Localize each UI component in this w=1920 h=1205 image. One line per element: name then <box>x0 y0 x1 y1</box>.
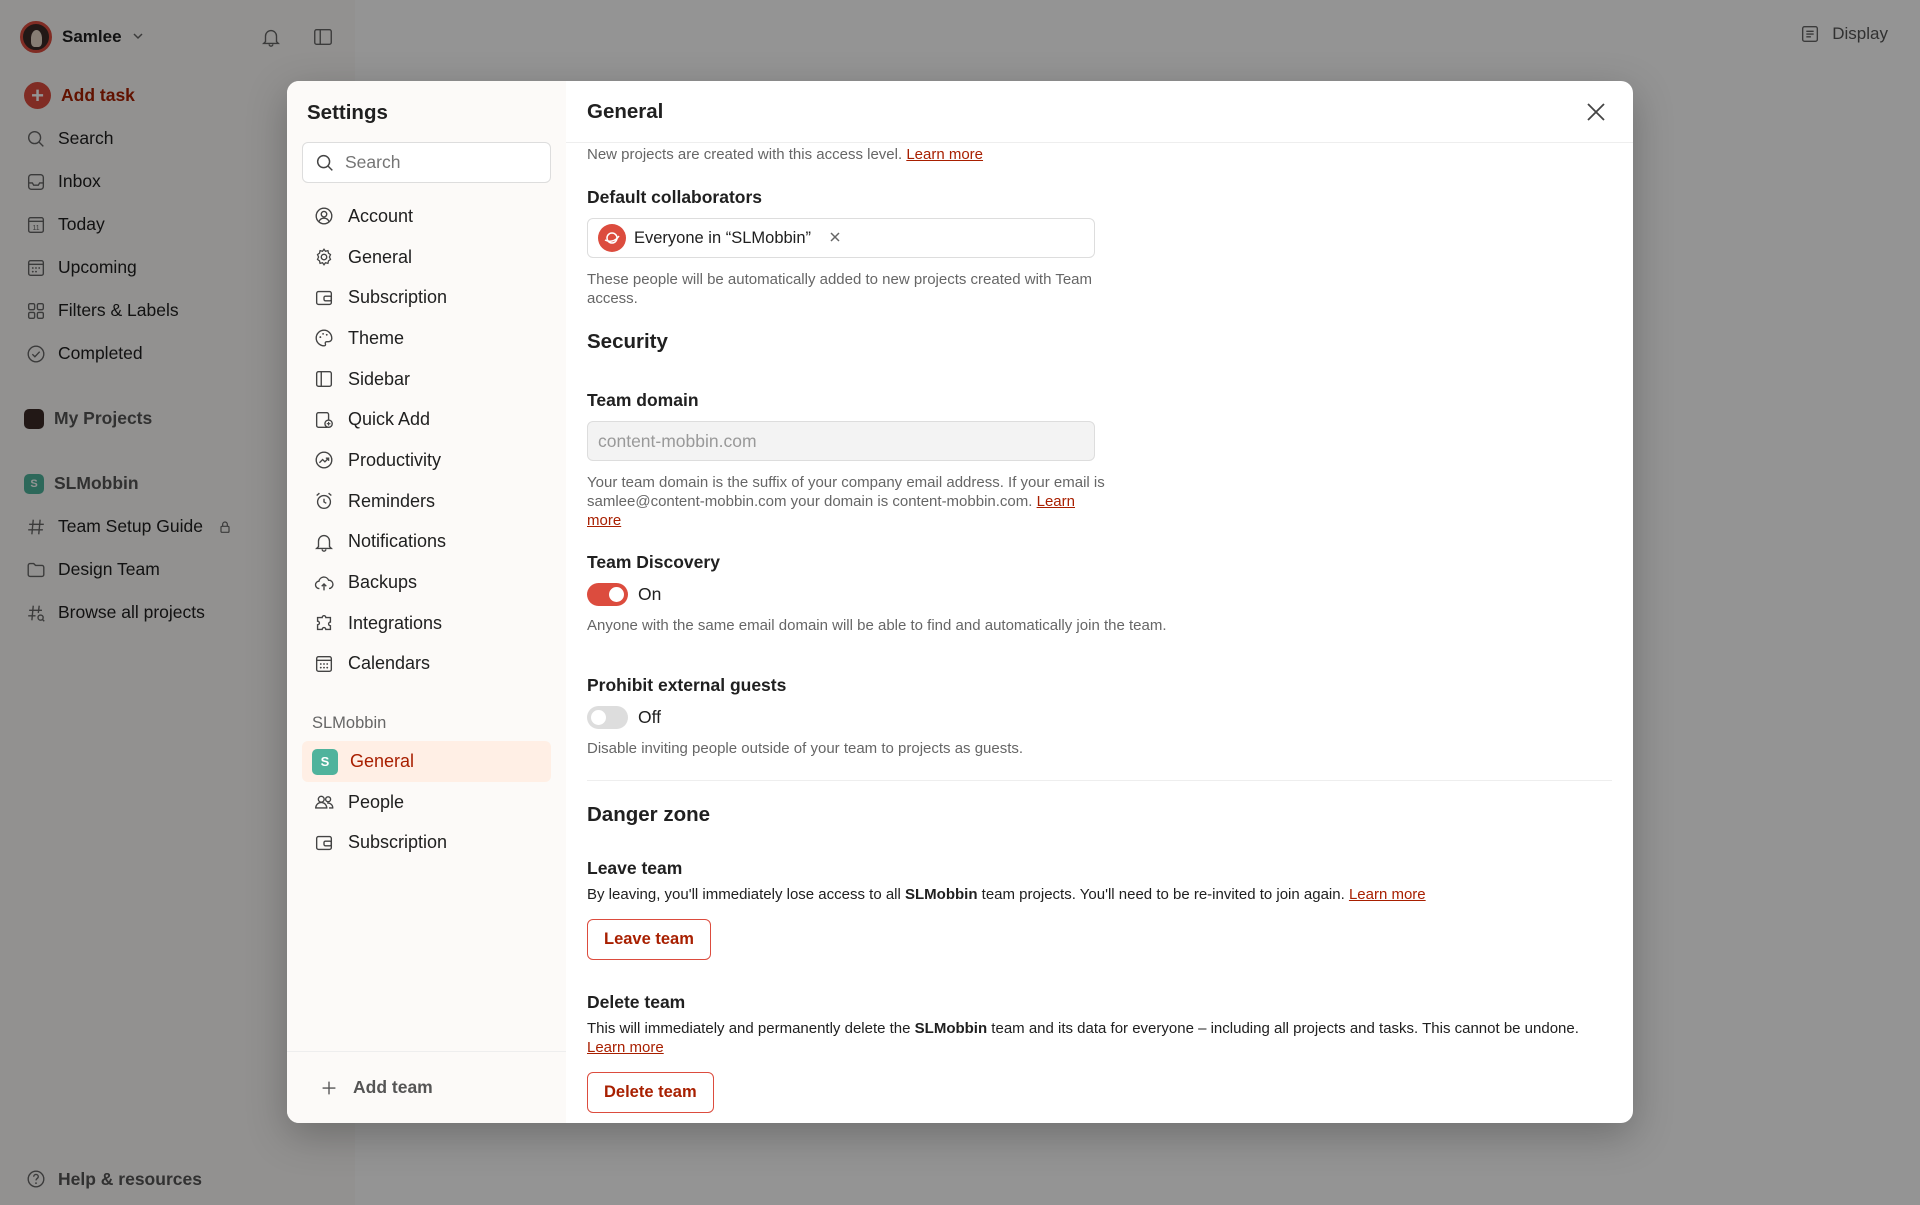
gear-icon <box>312 245 336 269</box>
settings-nav-team-subscription[interactable] <box>302 823 551 864</box>
wallet-icon <box>312 286 336 310</box>
sidebar-item-label: Search <box>58 128 114 148</box>
settings-nav-theme[interactable] <box>302 318 551 359</box>
settings-nav-label: Productivity <box>348 449 442 470</box>
divider <box>587 780 1612 781</box>
settings-nav-label: General <box>348 246 413 267</box>
sidebar-item-label: Today <box>58 214 105 234</box>
sidebar-item-label: Filters & Labels <box>58 300 179 320</box>
sidebar-icon <box>312 367 336 391</box>
text: team projects. You'll need to be re-invited to join again. <box>977 886 1345 903</box>
team-discovery-toggle[interactable] <box>587 583 628 606</box>
settings-nav-productivity[interactable] <box>302 440 551 481</box>
display-label: Display <box>1832 24 1888 43</box>
account-icon <box>312 204 336 228</box>
settings-search[interactable] <box>302 142 551 183</box>
settings-modal <box>287 81 1633 1123</box>
section-label: My Projects <box>54 408 153 428</box>
close-button[interactable] <box>1580 96 1612 128</box>
team-domain-input[interactable] <box>587 421 1095 461</box>
user-name: Samlee <box>62 27 122 46</box>
settings-nav-subscription[interactable] <box>302 277 551 318</box>
team-logo-icon <box>603 229 621 247</box>
default-collaborators-field[interactable] <box>587 218 1095 258</box>
close-icon <box>1585 101 1607 123</box>
collaborators-helper: These people will be automatically added to new projects created with Team access. <box>587 271 1093 307</box>
settings-nav-general[interactable] <box>302 237 551 278</box>
team-domain-label: Team domain <box>587 390 699 410</box>
sidebar-item-label: Completed <box>58 343 143 363</box>
help-label: Help & resources <box>58 1168 202 1189</box>
wallet-icon <box>312 831 336 855</box>
settings-nav-label: People <box>348 791 405 812</box>
delete-team-description <box>587 1019 1607 1057</box>
svg-text:11: 11 <box>32 224 40 232</box>
settings-title: Settings <box>307 101 388 124</box>
collaborator-chip <box>598 224 841 252</box>
trend-icon <box>312 448 336 472</box>
settings-nav-label: Quick Add <box>348 409 431 430</box>
access-level-helper <box>587 145 1612 164</box>
toggle-state-label: Off <box>638 707 662 727</box>
leave-team-button[interactable]: Leave team <box>587 919 711 960</box>
quick-add-icon <box>312 408 336 432</box>
settings-nav-team-general[interactable] <box>302 741 551 782</box>
settings-nav-label: General <box>350 751 415 772</box>
content-header <box>566 81 1633 143</box>
settings-nav-team-people[interactable] <box>302 782 551 823</box>
cloud-upload-icon <box>312 571 336 595</box>
team-avatar: S <box>312 749 338 775</box>
palette-icon <box>312 326 336 350</box>
team-discovery-label: Team Discovery <box>587 552 720 572</box>
learn-more-link[interactable]: Learn more <box>1348 886 1426 903</box>
add-team-button[interactable] <box>287 1051 566 1123</box>
settings-nav-label: Subscription <box>348 832 448 853</box>
settings-search-input[interactable] <box>345 152 570 173</box>
settings-nav-label: Theme <box>348 327 405 348</box>
external-guests-helper: Disable inviting people outside of your team to projects as guests. <box>587 740 1024 757</box>
team-avatar <box>598 224 626 252</box>
content-title: General <box>587 99 664 123</box>
sidebar-item-label: Design Team <box>58 559 160 579</box>
settings-nav-label: Backups <box>348 572 418 593</box>
settings-team-group-label: SLMobbin <box>312 714 387 733</box>
security-heading: Security <box>587 330 668 353</box>
team-name: SLMobbin <box>905 886 978 903</box>
settings-nav-calendars[interactable] <box>302 644 551 685</box>
plus-icon <box>317 1076 341 1100</box>
text: team and its data for everyone – including all projects and tasks. This cannot be undone. <box>987 1020 1579 1037</box>
helper-text: New projects are created with this access level. <box>587 146 903 163</box>
settings-nav-label: Account <box>348 205 414 226</box>
settings-nav-label: Integrations <box>348 612 443 633</box>
settings-nav-notifications[interactable] <box>302 522 551 563</box>
learn-more-link[interactable]: Learn more <box>587 1039 664 1056</box>
external-guests-toggle[interactable] <box>587 706 628 729</box>
settings-sidebar <box>287 81 566 1123</box>
remove-chip-icon[interactable] <box>829 230 841 247</box>
learn-more-link[interactable]: Learn more <box>906 146 984 163</box>
settings-nav-label: Calendars <box>348 653 431 674</box>
default-collaborators-label: Default collaborators <box>587 187 763 207</box>
plus-icon: + <box>24 82 51 109</box>
settings-nav-reminders[interactable] <box>302 481 551 522</box>
sidebar-item-label: Upcoming <box>58 257 137 277</box>
learn-more-link[interactable]: Learn more <box>587 493 1075 529</box>
sidebar-item-label: Browse all projects <box>58 602 205 622</box>
chip-label: Everyone in “SLMobbin” <box>634 228 812 247</box>
settings-nav-label: Reminders <box>348 490 436 511</box>
team-discovery-helper: Anyone with the same email domain will be able to find and automatically join the team. <box>587 617 1167 634</box>
delete-team-label: Delete team <box>587 992 686 1012</box>
calendar-icon <box>312 652 336 676</box>
team-name: SLMobbin <box>914 1020 988 1037</box>
people-icon <box>312 790 336 814</box>
external-guests-row <box>587 706 1612 729</box>
alarm-icon <box>312 489 336 513</box>
settings-nav-label: Notifications <box>348 531 447 552</box>
settings-content <box>566 81 1633 1123</box>
settings-nav-sidebar[interactable] <box>302 359 551 400</box>
team-domain-helper <box>587 473 1107 530</box>
settings-nav-backups[interactable] <box>302 562 551 603</box>
add-task-label: Add task <box>61 85 135 105</box>
toggle-state-label: On <box>638 584 662 604</box>
settings-nav-label: Subscription <box>348 287 448 308</box>
settings-nav-quick-add[interactable] <box>302 399 551 440</box>
settings-nav-integrations[interactable] <box>302 603 551 644</box>
team-discovery-row <box>587 583 1612 606</box>
settings-nav-account[interactable] <box>302 196 551 237</box>
leave-team-label: Leave team <box>587 858 683 878</box>
sidebar-item-label: Team Setup Guide <box>58 516 203 536</box>
section-label: SLMobbin <box>54 473 139 493</box>
bell-icon <box>312 530 336 554</box>
puzzle-icon <box>312 611 336 635</box>
sidebar-item-label: Inbox <box>58 171 101 191</box>
settings-nav-label: Sidebar <box>348 368 411 389</box>
external-guests-label: Prohibit external guests <box>587 675 787 695</box>
team-avatar: S <box>24 474 44 494</box>
add-team-label: Add team <box>353 1077 433 1097</box>
helper-text: Your team domain is the suffix of your company email address. If your email is samlee@content-mobbin.com your domain is content-mobbin.com. <box>587 474 1105 510</box>
search-icon <box>313 151 337 175</box>
content-body <box>566 145 1633 1113</box>
delete-team-button[interactable]: Delete team <box>587 1072 714 1113</box>
leave-team-description <box>587 885 1612 904</box>
text: By leaving, you'll immediately lose access to all <box>587 886 906 903</box>
danger-zone-heading: Danger zone <box>587 803 711 826</box>
text: This will immediately and permanently delete the <box>587 1020 915 1037</box>
